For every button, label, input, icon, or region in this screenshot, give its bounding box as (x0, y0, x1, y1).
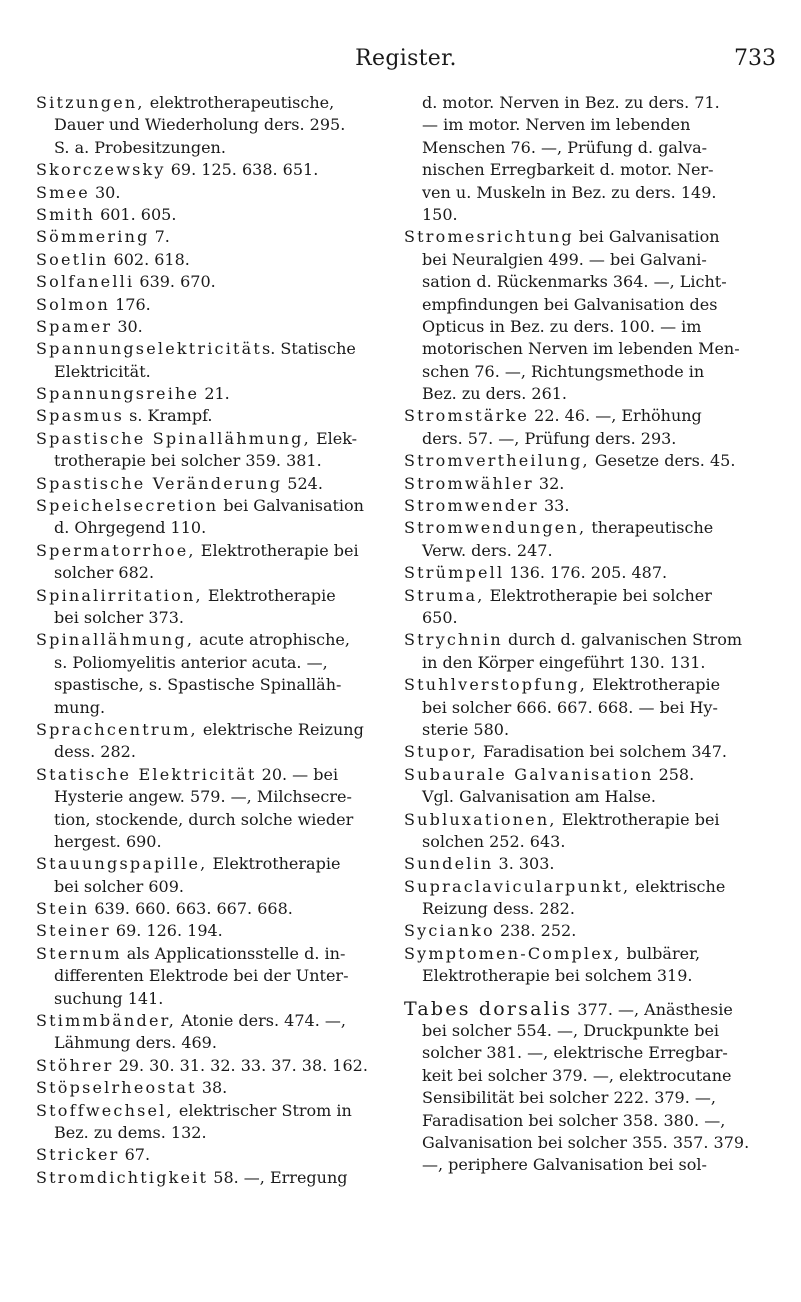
index-references: 30. (89, 182, 121, 202)
index-references: 639. 660. 663. 667. 668. (89, 899, 293, 919)
page-header (36, 46, 776, 76)
index-references: 38. (196, 1078, 228, 1098)
index-term: Stupor, (404, 742, 478, 762)
index-entry-line (36, 428, 392, 450)
index-continuation-line: S. a. Probesitzungen. (54, 137, 226, 157)
index-references: bulbärer, (621, 943, 701, 963)
entry-gap (404, 988, 760, 998)
index-continuation-line: solcher 381. —, elektrische Erregbar- (422, 1043, 728, 1063)
index-entry-line (404, 450, 760, 472)
index-term: Stoffwechsel, (36, 1100, 174, 1120)
index-references: s. Statische (262, 339, 356, 359)
index-continuation-line: trotherapie bei solcher 359. 381. (54, 451, 322, 471)
index-continuation-line: spastische, s. Spastische Spinalläh- (54, 675, 342, 695)
index-continuation-line: ders. 57. —, Prüfung ders. 293. (422, 428, 677, 448)
index-references: 69. 126. 194. (110, 921, 223, 941)
index-references: 3. 303. (493, 854, 555, 874)
index-term: Stöpselrheostat (36, 1078, 197, 1098)
index-references: Elektrotherapie (207, 854, 341, 874)
index-term: Stimmbänder, (36, 1011, 177, 1031)
index-entry-line (36, 898, 392, 920)
index-references: 601. 605. (94, 204, 177, 224)
index-term: Spamer (36, 316, 113, 336)
index-continuation-line: 150. (422, 204, 458, 224)
index-continuation-line: Opticus in Bez. zu ders. 100. — im (422, 316, 702, 336)
index-entry-line (404, 473, 760, 495)
index-entry-line (36, 294, 392, 316)
index-term: Solmon (36, 294, 111, 314)
index-term: Stauungspapille, (36, 854, 208, 874)
index-term: Stromdichtigkeit (36, 1167, 209, 1187)
index-term: Supraclavicularpunkt, (404, 876, 631, 896)
index-term: Stromwähler (404, 473, 534, 493)
index-references: 58. —, Erregung (208, 1167, 348, 1187)
index-continuation-line: Vgl. Galvanisation am Halse. (422, 787, 657, 807)
index-continuation-line: schen 76. —, Richtungsmethode in (422, 361, 705, 381)
index-entry-line (36, 585, 392, 607)
index-continuation-line: solcher 682. (54, 563, 155, 583)
index-references: therapeutische (586, 518, 714, 538)
index-term: Spannungselektricität (36, 339, 263, 359)
index-term: Spermatorrhoe, (36, 540, 196, 560)
index-term: Stromwender (404, 496, 539, 516)
index-references: Elektrotherapie bei solcher (484, 585, 712, 605)
index-continuation-line: d. Ohrgegend 110. (54, 518, 207, 538)
index-references: 377. —, Anästhesie (572, 999, 733, 1019)
index-continuation-line: motorischen Nerven im lebenden Men- (422, 339, 740, 359)
index-term: Speichelsecretion (36, 496, 219, 516)
index-term: Sycianko (404, 921, 495, 941)
index-term: Subaurale Galvanisation (404, 764, 654, 784)
index-continuation-line: Bez. zu ders. 261. (422, 384, 568, 404)
index-continuation-line: Galvanisation bei solcher 355. 357. 379. (422, 1132, 750, 1152)
index-continuation-line: Menschen 76. —, Prüfung d. galva- (422, 137, 708, 157)
index-term: Sitzungen, (36, 93, 145, 112)
index-references: bei Galvanisation (218, 496, 364, 516)
index-continuation-line: sation d. Rückenmarks 364. —, Licht- (422, 272, 727, 292)
index-continuation-line: s. Poliomyelitis anterior acuta. —, (54, 652, 328, 672)
index-continuation-line: Bez. zu dems. 132. (54, 1122, 207, 1142)
index-entry-line (36, 853, 392, 875)
index-term: Spannungsreihe (36, 384, 200, 404)
index-term: Sternum (36, 943, 122, 963)
index-references: 258. (653, 764, 695, 784)
index-continuation-line: Sensibilität bei solcher 222. 379. —, (422, 1088, 716, 1108)
index-references: 21. (199, 384, 230, 404)
index-entry-line (36, 1010, 392, 1032)
index-entry-line (404, 517, 760, 539)
index-references: 602. 618. (108, 249, 190, 269)
index-term: Statische Elektricität (36, 764, 257, 784)
index-references: 29. 30. 31. 32. 33. 37. 38. 162. (113, 1055, 368, 1075)
index-term: Spinallähmung, (36, 630, 195, 650)
index-references: s. Krampf. (124, 406, 213, 426)
index-term: Sundelin (404, 854, 494, 874)
index-term: Sömmering (36, 227, 150, 247)
index-references: Gesetze ders. 45. (589, 451, 736, 471)
index-term: Spastische Veränderung (36, 473, 283, 493)
index-continuation-line: Elektrotherapie bei solchem 319. (422, 966, 693, 986)
index-continuation-line: — im motor. Nerven im lebenden (422, 115, 691, 135)
index-references: durch d. galvanischen Strom (502, 630, 742, 650)
index-entry-line (404, 674, 760, 696)
index-entry-line (404, 876, 760, 898)
index-entry-line (36, 719, 392, 741)
index-continuation-line: bei Neuralgien 499. — bei Galvani- (422, 249, 707, 269)
index-term: Symptomen-Complex, (404, 943, 622, 963)
index-entry-line (404, 405, 760, 427)
index-references: acute atrophische, (194, 630, 350, 650)
index-references: 32. (533, 473, 565, 493)
page-title: Register. (355, 46, 457, 71)
index-entry-line (36, 92, 392, 114)
index-references: 238. 252. (494, 921, 577, 941)
index-entry-line (404, 809, 760, 831)
index-entry-line (36, 226, 392, 248)
index-entry-line (36, 943, 392, 965)
index-continuation-line: empfindungen bei Galvanisation des (422, 294, 718, 314)
index-entry-line (36, 1055, 392, 1077)
index-column-left (36, 92, 392, 1189)
index-continuation-line: keit bei solcher 379. —, elektrocutane (422, 1065, 732, 1085)
index-entry-line (404, 495, 760, 517)
index-entry-line (36, 405, 392, 427)
index-continuation-line: Verw. ders. 247. (422, 540, 553, 560)
index-entry-line (36, 1077, 392, 1099)
index-continuation-line: in den Körper eingeführt 130. 131. (422, 652, 706, 672)
index-references: elektrischer Strom in (173, 1100, 352, 1120)
index-term: Solfanelli (36, 272, 135, 292)
index-entry-line (36, 316, 392, 338)
index-term: Struma, (404, 585, 485, 605)
index-entry-line (404, 585, 760, 607)
index-references: 639. 670. (134, 272, 216, 292)
index-references: elektrische Reizung (197, 719, 364, 739)
index-term: Stromwendungen, (404, 518, 587, 538)
index-entry-line (404, 943, 760, 965)
index-entry-line (404, 920, 760, 942)
index-references: Elektrotherapie (202, 585, 336, 605)
index-references: elektrische (630, 876, 726, 896)
index-references: Faradisation bei solchem 347. (477, 742, 727, 762)
index-continuation-line: —, periphere Galvanisation bei sol- (422, 1155, 707, 1175)
index-entry-line (404, 629, 760, 651)
index-references: Elektrotherapie (587, 675, 721, 695)
index-references: als Applicationsstelle d. in- (121, 943, 346, 963)
index-entry-line (36, 1167, 392, 1189)
index-term: Spasmus (36, 406, 125, 426)
index-continuation-line: bei solcher 666. 667. 668. — bei Hy- (422, 697, 718, 717)
index-entry-line (36, 540, 392, 562)
index-entry-line (404, 764, 760, 786)
index-references: 30. (112, 316, 143, 336)
index-entry-line (36, 159, 392, 181)
index-term: Smith (36, 204, 95, 224)
index-continuation-line: Hysterie angew. 579. —, Milchsecre- (54, 787, 352, 807)
index-continuation-line: ven u. Muskeln in Bez. zu ders. 149. (422, 182, 717, 202)
index-term: Steiner (36, 921, 111, 941)
index-references: 176. (110, 294, 151, 314)
index-term: Stricker (36, 1145, 120, 1165)
index-continuation-line: solchen 252. 643. (422, 831, 566, 851)
index-references: 524. (282, 473, 323, 493)
index-continuation-line: d. motor. Nerven in Bez. zu ders. 71. (422, 93, 720, 112)
index-continuation-line: suchung 141. (54, 988, 164, 1008)
index-references: Elektrotherapie bei (195, 540, 359, 560)
index-references: bei Galvanisation (573, 227, 720, 247)
index-term: Smee (36, 182, 90, 202)
index-continuation-line: bei solcher 609. (54, 876, 184, 896)
index-references: elektrotherapeutische, (144, 93, 335, 112)
index-term: Tabes dorsalis (404, 997, 573, 1020)
index-term: Sprachcentrum, (36, 719, 198, 739)
index-entry-line (36, 495, 392, 517)
index-references: 20. — bei (256, 764, 339, 784)
index-entry-line (36, 473, 392, 495)
index-references: 67. (119, 1145, 151, 1165)
index-continuation-line: 650. (422, 607, 458, 627)
index-entry-line (404, 853, 760, 875)
index-term: Skorczewsky (36, 160, 166, 180)
index-references: 7. (149, 227, 170, 247)
index-references: 33. (538, 496, 570, 516)
index-continuation-line: bei solcher 373. (54, 607, 184, 627)
index-term: Strychnin (404, 630, 503, 650)
index-entry-line (36, 1144, 392, 1166)
index-entry-line (404, 998, 760, 1020)
index-term: Subluxationen, (404, 809, 557, 829)
index-references: 69. 125. 638. 651. (165, 160, 319, 180)
index-continuation-line: Dauer und Wiederholung ders. 295. (54, 115, 346, 135)
index-continuation-line: nischen Erregbarkeit d. motor. Ner- (422, 160, 714, 180)
index-entry-line (36, 1100, 392, 1122)
index-column-right (404, 92, 760, 1177)
index-term: Spinalirritation, (36, 585, 203, 605)
index-entry-line (36, 383, 392, 405)
index-term: Spastische Spinallähmung, (36, 428, 311, 448)
index-continuation-line: bei solcher 554. —, Druckpunkte bei (422, 1021, 720, 1041)
index-entry-line (404, 562, 760, 584)
index-term: Stromesrichtung (404, 227, 574, 247)
index-continuation-line: tion, stockende, durch solche wieder (54, 809, 354, 829)
index-term: Stromstärke (404, 406, 530, 426)
index-continuation-line: Reizung dess. 282. (422, 899, 575, 919)
index-references: Elek- (310, 428, 358, 448)
index-entry-line (36, 204, 392, 226)
index-continuation-line: mung. (54, 697, 106, 717)
index-continuation-line: Elektricität. (54, 361, 151, 381)
index-entry-line (36, 271, 392, 293)
index-entry-line (36, 764, 392, 786)
index-entry-line (36, 629, 392, 651)
index-references: 22. 46. —, Erhöhung (529, 406, 702, 426)
index-term: Stromvertheilung, (404, 451, 590, 471)
index-entry-line (36, 249, 392, 271)
index-references: Elektrotherapie bei (556, 809, 720, 829)
index-continuation-line: differenten Elektrode bei der Unter- (54, 966, 349, 986)
index-references: 136. 176. 205. 487. (504, 563, 668, 583)
index-entry-line (404, 741, 760, 763)
index-entry-line (404, 226, 760, 248)
index-entry-line (36, 920, 392, 942)
index-entry-line (36, 182, 392, 204)
index-continuation-line: sterie 580. (422, 719, 510, 739)
index-continuation-line: Faradisation bei solcher 358. 380. —, (422, 1110, 726, 1130)
index-entry-line (36, 338, 392, 360)
index-term: Stöhrer (36, 1055, 114, 1075)
index-continuation-line: hergest. 690. (54, 831, 162, 851)
index-term: Stuhlverstopfung, (404, 675, 588, 695)
index-term: Soetlin (36, 249, 109, 269)
index-term: Strümpell (404, 563, 505, 583)
index-references: Atonie ders. 474. —, (176, 1011, 346, 1031)
index-continuation-line: Lähmung ders. 469. (54, 1033, 217, 1053)
index-continuation-line: dess. 282. (54, 742, 136, 762)
page-number: 733 (734, 46, 776, 71)
index-term: Stein (36, 899, 90, 919)
